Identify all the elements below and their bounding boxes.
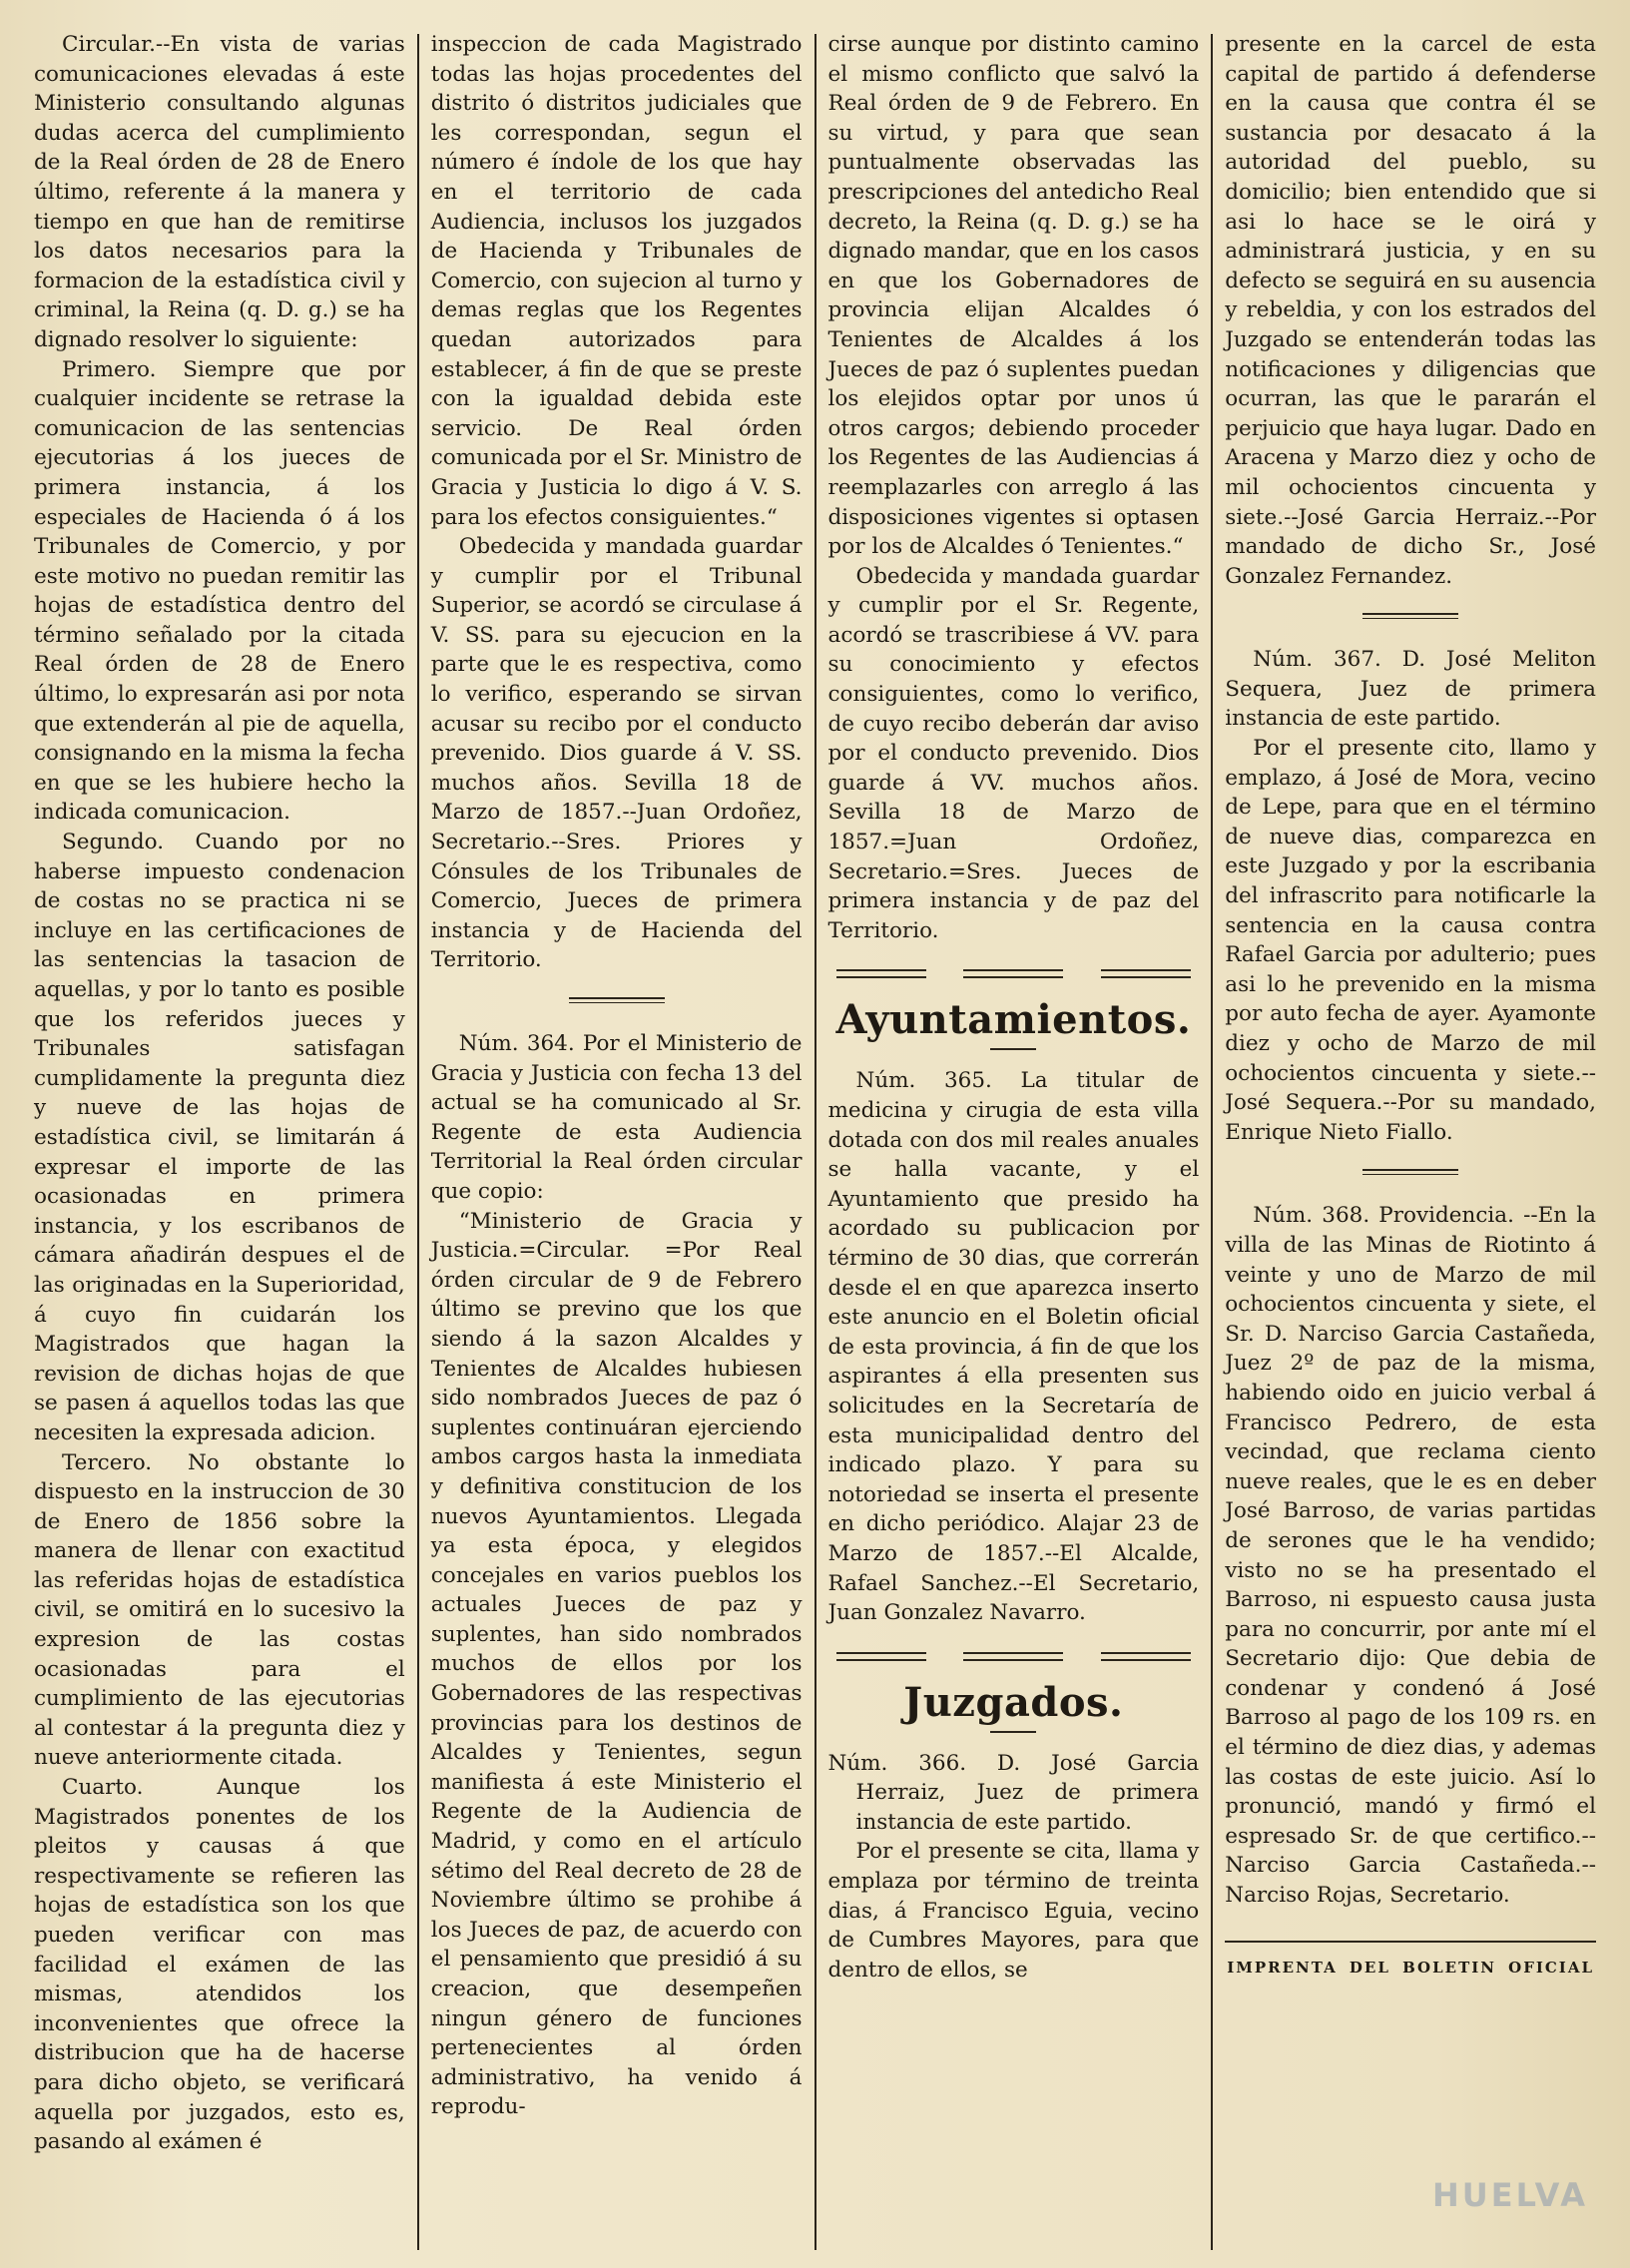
separator-rule	[1362, 1169, 1458, 1175]
paragraph-tercero: Tercero. No obstante lo dispuesto en la instruccion de 30 de Enero de 1856 sobre la manera de llenar con exactitud las referidas hojas de estadística civil, se omitirá en lo sucesivo la expresion de las costas ocasionadas para el cumplimiento de las ejecutorias al contestar á la pregunta diez y nueve anteriormente citada.	[34, 1449, 405, 1771]
printer-footer	[1225, 1941, 1596, 1977]
library-stamp: HUELVA	[1432, 2176, 1588, 2214]
footer-word: OFICIAL	[1508, 1958, 1594, 1977]
paragraph-primero: Primero. Siempre que por cualquier incidente se retrase la comunicacion de las sentencias ejecutorias á los jueces de primera instancia, á los especiales de Hacienda ó á los Tribunales de Comercio, y por este motivo no puedan remitir las hojas de estadística dentro del término señalado por la citada Real órden de 28 de Enero último, lo expresarán asi por nota que extenderán al pie de aquella, consignando en la misma la fecha en que se les hubiere hecho la indicada comunicacion.	[34, 356, 405, 826]
separator-rule	[569, 997, 665, 1003]
num-368-providencia: Núm. 368. Providencia. --En la villa de las Minas de Riotinto á veinte y uno de Marzo de mil ochocientos cincuenta y siete, el Sr. D. Narciso Garcia Castañeda, Juez 2º de paz de la misma, habiendo oido en juicio verbal á Francisco Pedrero, de esta vecindad, que reclama ciento nueve reales, que le es en deber José Barroso, de varias partidas de serones que le ha vendido; visto no se ha presentado el Barroso, ni espuesto causa justa para no concurrir, por ante mí el Secretario dijo: Que debia de condenar y condenó á José Barroso al pago de los 109 rs. en el término de diez dias, y ademas las costas de este juicio. Así lo pronunció, mandó y firmó el espresado Sr. de que certifico.--Narciso Garcia Castañeda.--Narciso Rojas, Secretario.	[1225, 1203, 1596, 1909]
footer-word: IMPRENTA	[1227, 1958, 1338, 1977]
section-separator	[836, 1652, 1192, 1661]
num-366-body: Por el presente se cita, llama y emplaza por término de treinta dias, á Francisco Eguia, vecino de Cumbres Mayores, para que dentro de ellos, se	[827, 1839, 1200, 1983]
section-separator	[836, 969, 1192, 978]
separator-rule	[1362, 613, 1458, 619]
section-title-juzgados: Juzgados.	[903, 1678, 1124, 1726]
footer-word: DEL	[1349, 1958, 1390, 1977]
circular-continuation: inspeccion de cada Magistrado todas las hojas procedentes del distrito ó distritos judiciales que les correspondan, segun el número é índole de los que hay en el territorio de cada Audiencia, inclusos los juzgados de Hacienda y Tribunales de Comercio, con sujecion al turno y demas reglas que los Regentes quedan autorizados para establecer, á fin de que se preste con la igualdad debida este servicio. De Real órden comunicada por el Sr. Ministro de Gracia y Justicia lo digo á V. S. para los efectos consiguientes.“	[430, 32, 803, 530]
num-366-heading	[828, 1749, 1200, 1838]
circular-intro: Circular.--En vista de varias comunicaciones elevadas á este Ministerio consultando algunas dudas acerca del cumplimiento de la Real órden de 28 de Enero último, referente á la manera y tiempo en que han de remitirse los datos necesarios para la formacion de la estadística civil y criminal, la Reina (q. D. g.) se ha dignado resolver lo siguiente:	[34, 32, 405, 352]
ministerio-circular-text: “Ministerio de Gracia y Justicia.=Circular. =Por Real órden circular de 9 de Febrero último se previno que los que siendo á la sazon Alcaldes y Tenientes de Alcaldes hubiesen sido nombrados Jueces de paz ó suplentes continuáran ejerciendo ambos cargos hasta la inmediata y definitiva constitucion de los nuevos Ayuntamientos. Llegada ya esta época, y elegidos concejales en varios pueblos los actuales Jueces de paz y suplentes, han sido nombrados muchos de ellos por los Gobernadores de las respectivas provincias para los destinos de Alcaldes y Tenientes, segun manifiesta á este Ministerio el Regente de la Audiencia de Madrid, y como en el artículo sétimo del Real decreto de 28 de Noviembre último se prohibe á los Jueces de paz, de acuerdo con el pensamiento que presidió á su creacion, que desempeñen ningun género de funciones pertenecientes al órden administrativo, ha venido á reprodu-	[430, 1208, 803, 2120]
num-367-body: Por el presente cito, llamo y emplazo, á José de Mora, vecino de Lepe, para que en el término de nueve dias, comparezca en este Juzgado y por la escribania del infrascrito para notificarle la sentencia en la causa contra Rafael Garcia por adulterio; pues asi lo he prevenido en la misma por auto fecha de ayer. Ayamonte diez y ocho de Marzo de mil ochocientos cincuenta y siete.--José Sequera.--Por su mandado, Enrique Nieto Fiallo.	[1225, 736, 1596, 1145]
footer-word: BOLETIN	[1402, 1958, 1496, 1977]
column-4	[1213, 30, 1608, 2248]
column-2	[419, 30, 815, 2248]
obedecida-paragraph: Obedecida y mandada guardar y cumplir por el Tribunal Superior, se acordó se circulase á V. SS. para su ejecucion en la parte que le es respectiva, como lo verifico, esperando se sirvan acusar su recibo por el conducto prevenido. Dios guarde á V. SS. muchos años. Sevilla 18 de Marzo de 1857.--Juan Ordoñez, Secretario.--Sres. Priores y Cónsules de los Tribunales de Comercio, Jueces de primera instancia y de Hacienda del Territorio.	[430, 534, 803, 973]
title-rule	[990, 1731, 1036, 1733]
column-1	[22, 30, 417, 2248]
num-366-heading-text: Núm. 366. D. José Garcia Herraiz, Juez de primera instancia de este partido.	[827, 1750, 1200, 1835]
title-rule	[990, 1048, 1036, 1050]
column-3	[816, 30, 1212, 2248]
obedecida-paragraph-2: Obedecida y mandada guardar y cumplir por el Sr. Regente, acordó se trascribiese á VV. para su conocimiento y efectos consiguientes, como lo verifico, de cuyo recibo deberán dar aviso por el conducto prevenido. Dios guarde á VV. muchos años. Sevilla 18 de Marzo de 1857.=Juan Ordoñez, Secretario.=Sres. Jueces de primera instancia y de paz del Territorio.	[827, 563, 1200, 943]
paragraph-cuarto: Cuarto. Aunque los Magistrados ponentes de los pleitos y causas á que respectivamente se refieren las hojas de estadística son los que pueden verificar con mas facilidad el exámen de las mismas, atendidos los inconvenientes que ofrece la distribucion que ha de hacerse para dicho objeto, se verificará aquella por juzgados, esto es, pasando al exámen é	[34, 1775, 405, 2155]
num-366-continuation: presente en la carcel de esta capital de partido á defenderse en la causa que contra él se sustancia por desacato á la autoridad del pueblo, su domicilio; bien entendido que si asi lo hace se le oirá y administrará justicia, y en su defecto se seguirá en su ausencia y rebeldia, y con los estrados del Juzgado se entenderán todas las notificaciones y diligencias que ocurran, las que le pararán el perjuicio que haya lugar. Dado en Aracena y Marzo diez y ocho de mil ochocientos cincuenta y siete.--José Garcia Herraiz.--Por mandado de dicho Sr., José Gonzalez Fernandez.	[1225, 32, 1596, 589]
section-title-ayuntamientos: Ayuntamientos.	[835, 996, 1192, 1044]
paragraph-segundo: Segundo. Cuando por no haberse impuesto condenacion de costas no se practica ni se incluye en las certificaciones de las sentencias la tasacion de aquellas, y por lo tanto es posible que los referidos jueces y Tribunales satisfagan cumplidamente la pregunta diez y nueve de las hojas de estadística civil, se limitarán á expresar el importe de las ocasionadas en primera instancia, y los escribanos de cámara añadirán despues el de las originadas en la Superioridad, á cuyo fin cuidarán los Magistrados que hagan la revision de dichas hojas de que se pasen á aquellos todas las que necesiten la expresada adicion.	[34, 830, 405, 1445]
circular-continuation-2: cirse aunque por distinto camino el mismo conflicto que salvó la Real órden de 9 de Febrero. En su virtud, y para que sean puntualmente observadas las prescripciones del antedicho Real decreto, la Reina (q. D. g.) se ha dignado mandar, que en los casos en que los Gobernadores de provincia elijan Alcaldes ó Tenientes de Alcaldes á los Jueces de paz ó suplentes puedan los elejidos optar por unos ú otros cargos; debiendo proceder los Regentes de las Audiencias á reemplazarles con arreglo á las disposiciones vigentes si optasen por los de Alcaldes ó Tenientes.“	[827, 32, 1200, 560]
num-365-notice: Núm. 365. La titular de medicina y cirugia de esta villa dotada con dos mil reales anuales se halla vacante, y el Ayuntamiento que presido ha acordado su publicacion por término de 30 dias, que correrán desde el en que aparezca inserto este anuncio en el Boletin oficial de esta provincia, á fin de que los aspirantes á ella presenten sus solicitudes en la Secretaría de esta municipalidad dentro del indicado plazo. Y para su notoriedad se inserta el presente en dicho periódico. Alajar 23 de Marzo de 1857.--El Alcalde, Rafael Sanchez.--El Secretario, Juan Gonzalez Navarro.	[827, 1068, 1200, 1626]
num-364-intro: Núm. 364. Por el Ministerio de Gracia y Justicia con fecha 13 del actual se ha comunicado al Sr. Regente de esta Audiencia Territorial la Real órden circular que copio:	[430, 1031, 803, 1204]
columns	[22, 30, 1608, 2248]
num-367-heading: Núm. 367. D. José Meliton Sequera, Juez de primera instancia de este partido.	[1225, 647, 1596, 732]
